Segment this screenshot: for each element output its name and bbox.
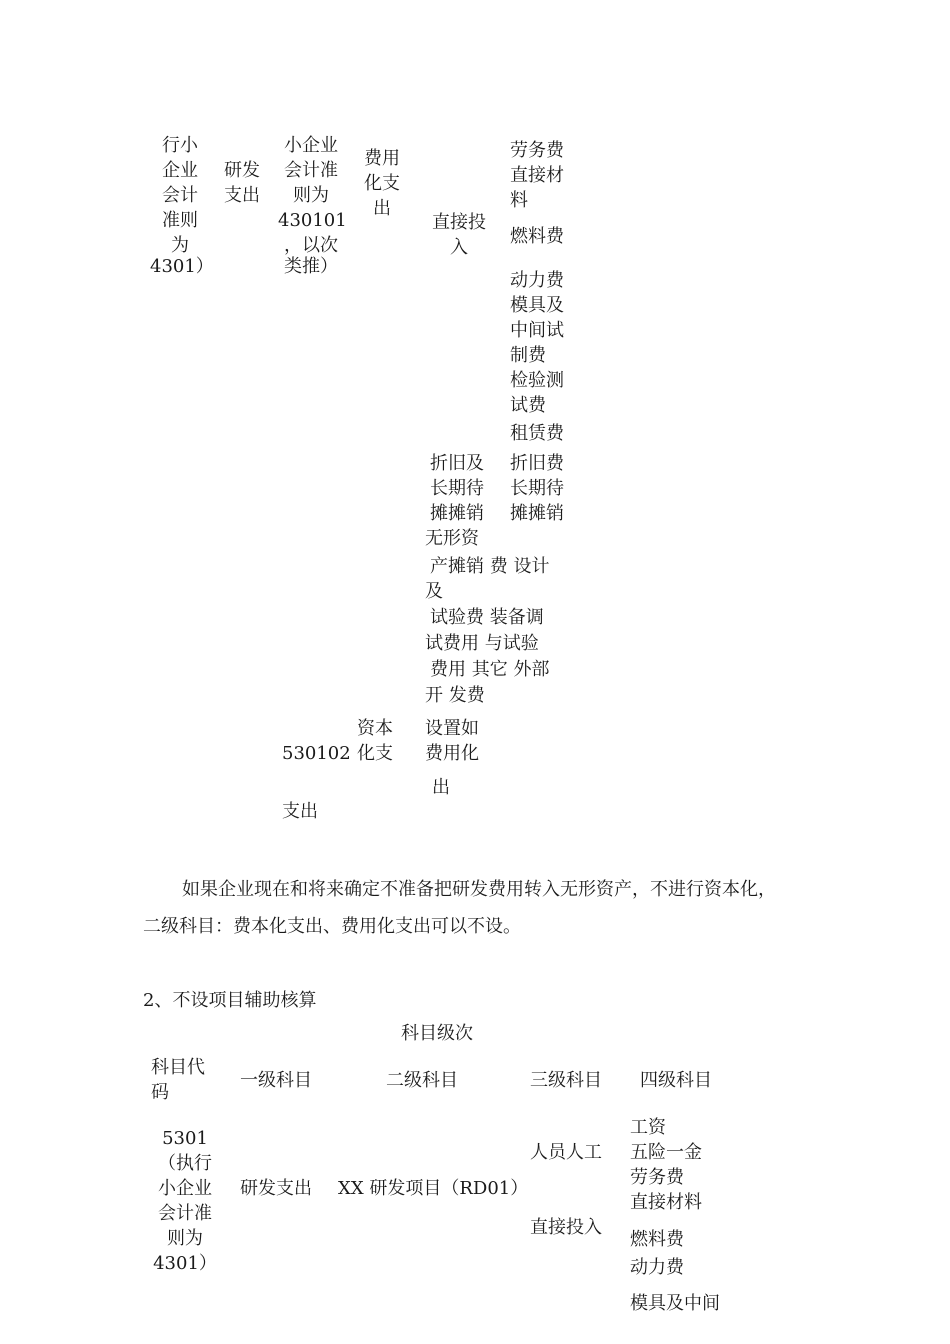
level4-cell-mold: 模具及中间 (630, 1293, 720, 1314)
code-cell (150, 1126, 220, 1276)
depreciation-detail-line: 折旧费 (510, 453, 564, 474)
table-caption: 科目级次 (401, 1023, 473, 1044)
level2-line: 类推） (284, 256, 338, 277)
rent-cost: 租赁费 (510, 423, 564, 444)
header-code (151, 1055, 205, 1105)
depreciation-detail-column (510, 451, 564, 526)
header-level4: 四级科目 (640, 1070, 712, 1091)
merged-line: 试验费 装备调 (430, 607, 544, 628)
level4-line: 五险一金 (630, 1142, 702, 1163)
level5-line: 劳务费 (510, 140, 564, 161)
level4-line: 直接材料 (630, 1192, 702, 1213)
code-cell-line: 会计准 (158, 1203, 212, 1224)
level2-column (278, 133, 347, 277)
level5-line: 料 (510, 190, 528, 211)
level2-line: 小企业 (284, 135, 338, 156)
depreciation-detail-line: 摊摊销 (510, 503, 564, 524)
level5-line: 中间试 (510, 320, 564, 341)
code-cell-line: 小企业 (158, 1178, 212, 1199)
direct-input-cell (426, 210, 492, 260)
capitalized-line: 化支 (357, 743, 393, 764)
capitalized-bottom: 支出 (282, 801, 318, 822)
level5-column-c (510, 268, 564, 418)
paragraph-line-1: 如果企业现在和将来确定不准备把研发费用转入无形资产，不进行资本化， (182, 879, 776, 900)
direct-input-line: 直接投 (432, 212, 486, 233)
capitalized-code: 530102 (282, 743, 351, 764)
level4-cell-fuel: 燃料费 (630, 1229, 684, 1250)
capitalized-level3 (357, 716, 393, 766)
depreciation-line: 折旧及 (430, 453, 484, 474)
capitalized-line: 费用化 (425, 743, 479, 764)
level3-cell-personnel: 人员人工 (530, 1142, 602, 1163)
level2-line: ，以次 (284, 235, 338, 256)
section-heading: 2、不设项目辅助核算 (143, 990, 317, 1011)
capitalized-level4 (425, 716, 479, 766)
header-level1: 一级科目 (240, 1070, 312, 1091)
code-line: 企业 (162, 160, 198, 181)
code-line: 为 (171, 235, 189, 256)
level2-cell: XX 研发项目（RD01） (338, 1178, 529, 1199)
level2-line: 430101 (278, 210, 347, 231)
header-code-line: 码 (151, 1082, 169, 1103)
capitalized-end: 出 (432, 777, 450, 798)
merged-line: 试费用 与试验 (425, 633, 539, 654)
level5-line: 直接材 (510, 165, 564, 186)
code-column (150, 133, 214, 277)
level5-line: 动力费 (510, 270, 564, 291)
depreciation-line: 摊摊销 (430, 503, 484, 524)
depreciation-line: 无形资 (425, 528, 479, 549)
code-line: 4301） (150, 256, 214, 277)
level3-line: 化支 (364, 173, 400, 194)
merged-line: 费用 其它 外部 (430, 659, 550, 680)
level1-column (224, 158, 260, 208)
merged-line: 开 发费 (425, 685, 485, 706)
merged-line: 及 (425, 581, 443, 602)
code-cell-line: 5301 (162, 1128, 208, 1149)
capitalized-line: 设置如 (425, 718, 479, 739)
level4-cell-power: 动力费 (630, 1257, 684, 1278)
paragraph-line-2: 二级科目：费本化支出、费用化支出可以不设。 (143, 916, 521, 937)
capitalized-line: 资本 (357, 718, 393, 739)
code-line: 行小 (162, 135, 198, 156)
code-line: 会计 (162, 185, 198, 206)
depreciation-line: 长期待 (430, 478, 484, 499)
level3-line: 出 (373, 198, 391, 219)
level5-line: 检验测 (510, 370, 564, 391)
fuel-cost: 燃料费 (510, 226, 564, 247)
header-code-line: 科目代 (151, 1057, 205, 1078)
code-cell-line: （执行 (158, 1153, 212, 1174)
header-level3: 三级科目 (530, 1070, 602, 1091)
level4-line: 劳务费 (630, 1167, 684, 1188)
header-level2: 二级科目 (386, 1070, 458, 1091)
level2-line: 则为 (293, 185, 329, 206)
direct-input-line: 入 (450, 237, 468, 258)
level1-line: 支出 (224, 185, 260, 206)
level1-cell: 研发支出 (240, 1178, 312, 1199)
code-cell-line: 4301） (153, 1253, 217, 1274)
level4-line: 工资 (630, 1117, 666, 1138)
level5-column-a (510, 138, 564, 213)
merged-line: 产摊销 费 设计 (430, 556, 550, 577)
level2-line: 会计准 (284, 160, 338, 181)
level3-cell-direct: 直接投入 (530, 1217, 602, 1238)
code-cell-line: 则为 (167, 1228, 203, 1249)
level5-line: 模具及 (510, 295, 564, 316)
level5-line: 试费 (510, 395, 546, 416)
level3-column (358, 146, 406, 221)
level5-line: 制费 (510, 345, 546, 366)
depreciation-detail-line: 长期待 (510, 478, 564, 499)
level1-line: 研发 (224, 160, 260, 181)
level4-cell-a (630, 1115, 702, 1215)
depreciation-column (425, 451, 484, 551)
code-line: 准则 (162, 210, 198, 231)
level3-line: 费用 (364, 148, 400, 169)
